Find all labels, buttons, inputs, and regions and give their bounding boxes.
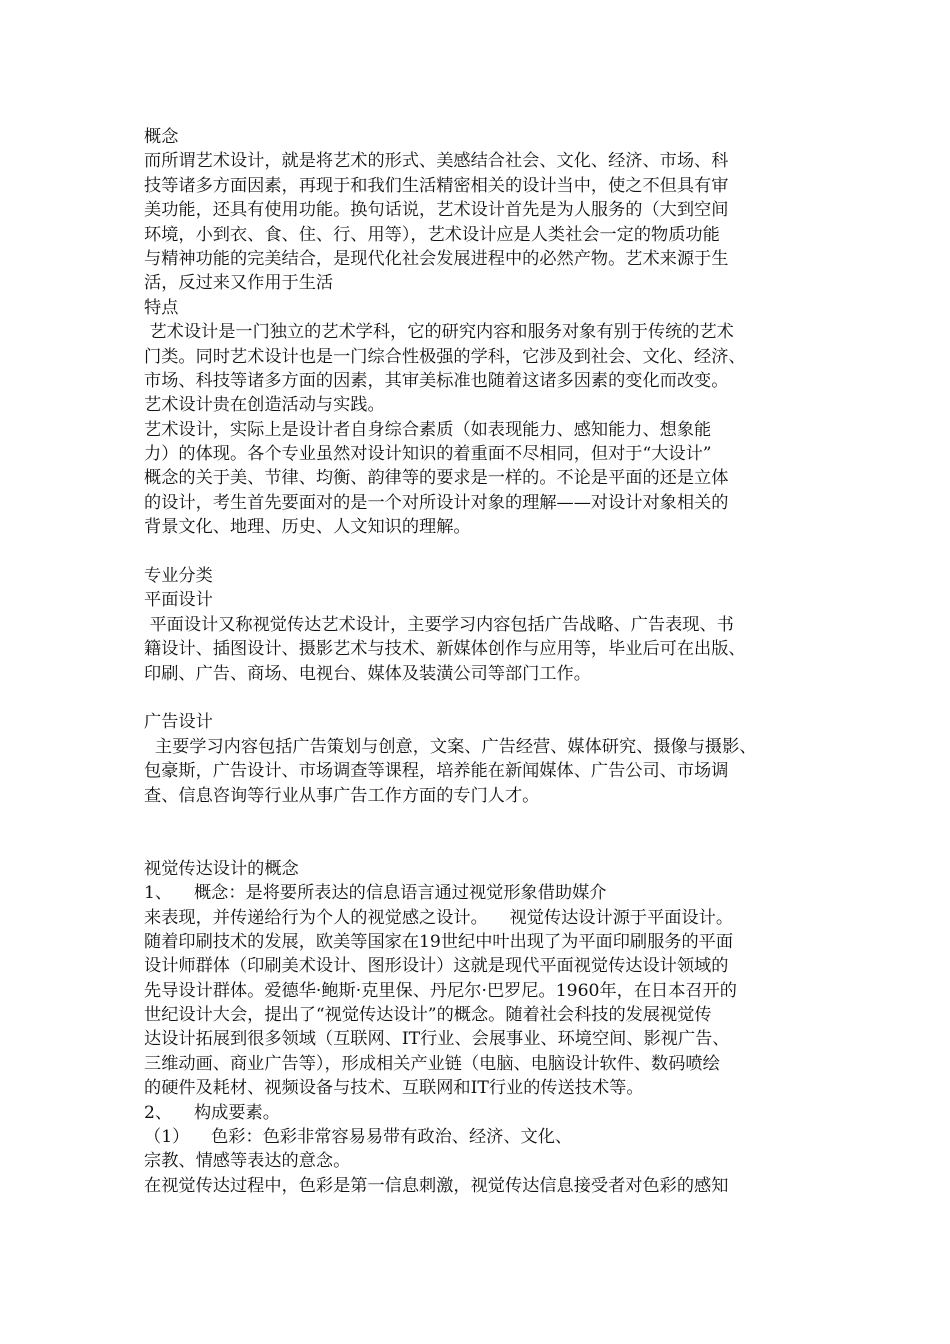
text-line: 美功能，还具有使用功能。换句话说，艺术设计首先是为人服务的（大到空间 [144, 200, 729, 221]
text-line: 2、 构成要素。 [144, 1102, 280, 1123]
text-line: 先导设计群体。爱德华·鲍斯·克里保、丹尼尔·巴罗尼。1960年，在日本召开的 [144, 980, 737, 1001]
document-body [144, 125, 820, 1198]
text-line: 艺术设计，实际上是设计者自身综合素质（如表现能力、感知能力、想象能 [144, 419, 712, 440]
text-line: 查、信息咨询等行业从事广告工作方面的专门人才。 [144, 785, 540, 806]
text-line: 包豪斯，广告设计、市场调查等课程，培养能在新闻媒体、广告公司、市场调 [144, 761, 729, 782]
text-line: 1、 概念：是将要所表达的信息语言通过视觉形象借助媒介 [144, 883, 607, 904]
heading-graphic-design: 平面设计 [144, 590, 213, 611]
text-line: 在视觉传达过程中，色彩是第一信息刺激，视觉传达信息接受者对色彩的感知 [144, 1175, 729, 1196]
text-line: 概念的关于美、节律、均衡、韵律等的要求是一样的。不论是平面的还是立体 [144, 468, 729, 489]
text-line: 三维动画、商业广告等），形成相关产业链（电脑、电脑设计软件、数码喷绘 [144, 1053, 720, 1074]
text-line: 与精神功能的完美结合，是现代化社会发展进程中的必然产物。艺术来源于生 [144, 248, 729, 269]
text-line: 达设计拓展到很多领域（互联网、IT行业、会展事业、环境空间、影视广告、 [144, 1029, 730, 1050]
blank-line [144, 686, 820, 710]
heading-categories: 专业分类 [144, 566, 213, 587]
heading-concept: 概念 [144, 127, 179, 147]
text-line: 门类。同时艺术设计也是一门综合性极强的学科，它涉及到社会、文化、经济、 [144, 346, 746, 367]
text-line: 的硬件及耗材、视频设备与技术、互联网和IT行业的传送技术等。 [144, 1078, 644, 1099]
text-line: 而所谓艺术设计，就是将艺术的形式、美感结合社会、文化、经济、市场、科 [144, 151, 729, 172]
text-line: 力）的体现。各个专业虽然对设计知识的着重面不尽相同，但对于“大设计” [144, 444, 712, 465]
text-line: 籍设计、插图设计、摄影艺术与技术、新媒体创作与应用等，毕业后可在出版、 [144, 639, 746, 660]
text-line: 市场、科技等诸多方面的因素，其审美标准也随着这诸多因素的变化而改变。 [144, 370, 729, 391]
blank-line [144, 540, 820, 564]
heading-visual-communication: 视觉传达设计的概念 [144, 858, 299, 879]
blank-line [144, 832, 820, 856]
text-line: 印刷、广告、商场、电视台、媒体及装潢公司等部门工作。 [144, 663, 591, 684]
text-line: 技等诸多方面因素，再现于和我们生活精密相关的设计当中，使之不但具有审 [144, 175, 729, 196]
text-line: 艺术设计是一门独立的艺术学科，它的研究内容和服务对象有别于传统的艺术 [144, 322, 734, 343]
text-line: 主要学习内容包括广告策划与创意，文案、广告经营、媒体研究、摄像与摄影、 [144, 736, 757, 757]
text-line: 设计师群体（印刷美术设计、图形设计）这就是现代平面视觉传达设计领域的 [144, 956, 729, 977]
text-line: 平面设计又称视觉传达艺术设计，主要学习内容包括广告战略、广告表现、书 [144, 614, 734, 635]
text-line: 宗教、情感等表达的意念。 [144, 1151, 351, 1172]
text-line: 的设计，考生首先要面对的是一个对所设计对象的理解——对设计对象相关的 [144, 492, 729, 513]
text-line: 随着印刷技术的发展，欧美等国家在19世纪中叶出现了为平面印刷服务的平面 [144, 931, 734, 952]
text-line: 艺术设计贵在创造活动与实践。 [144, 395, 385, 416]
text-line: 世纪设计大会，提出了“视觉传达设计”的概念。随着社会科技的发展视觉传 [144, 1005, 712, 1026]
text-line: 活，反过来又作用于生活 [144, 273, 334, 294]
blank-line [144, 808, 820, 832]
heading-advertising-design: 广告设计 [144, 712, 213, 733]
text-line: 环境，小到衣、食、住、行、用等），艺术设计应是人类社会一定的物质功能 [144, 224, 720, 245]
text-line: 背景文化、地理、历史、人文知识的理解。 [144, 517, 471, 538]
heading-features: 特点 [144, 297, 179, 318]
text-line: 来表现，并传递给行为个人的视觉感之设计。 视觉传达设计源于平面设计。 [144, 907, 734, 928]
text-line: （1） 色彩：色彩非常容易易带有政治、经济、文化、 [144, 1127, 573, 1148]
